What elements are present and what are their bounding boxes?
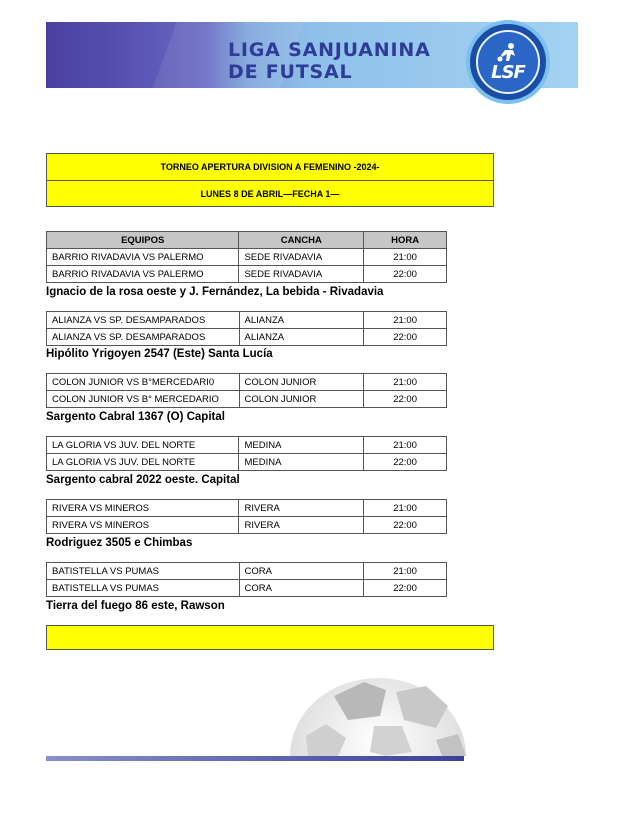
match-cell: LA GLORIA VS JUV. DEL NORTE — [47, 454, 239, 471]
match-cell: BATISTELLA VS PUMAS — [47, 563, 240, 580]
table-row — [47, 329, 447, 346]
table-row — [47, 374, 447, 391]
time-cell: 22:00 — [364, 266, 447, 283]
fixture-table-2 — [46, 311, 447, 346]
fixture-table-5 — [46, 499, 447, 534]
column-header-time: HORA — [364, 232, 447, 249]
time-cell: 21:00 — [364, 374, 447, 391]
table-row — [47, 391, 447, 408]
football-icon — [286, 676, 466, 756]
venue-cell: COLON JUNIOR — [239, 374, 364, 391]
league-title-line1: LIGA SANJUANINA — [228, 39, 431, 61]
time-cell: 22:00 — [364, 391, 447, 408]
time-cell: 21:00 — [364, 500, 447, 517]
match-cell: ALIANZA VS SP. DESAMPARADOS — [47, 329, 240, 346]
match-cell: RIVERA VS MINEROS — [47, 500, 239, 517]
table-row — [47, 563, 447, 580]
match-cell: ALIANZA VS SP. DESAMPARADOS — [47, 312, 240, 329]
logo-inner-circle — [476, 30, 540, 94]
match-cell: LA GLORIA VS JUV. DEL NORTE — [47, 437, 239, 454]
player-silhouette-icon — [495, 42, 521, 62]
fixture-table-1 — [46, 231, 447, 283]
time-cell: 21:00 — [364, 249, 447, 266]
match-date: LUNES 8 DE ABRIL—FECHA 1— — [47, 180, 493, 206]
fixture-table-3 — [46, 373, 447, 408]
fixture-table-6 — [46, 562, 447, 597]
time-cell: 22:00 — [364, 454, 447, 471]
venue-address: Ignacio de la rosa oeste y J. Fernández, La bebida - Rivadavia — [46, 286, 384, 298]
table-row — [47, 312, 447, 329]
tournament-title: TORNEO APERTURA DIVISION A FEMENINO -2024- — [47, 154, 493, 180]
match-cell: COLON JUNIOR VS B°MERCEDARI0 — [47, 374, 240, 391]
venue-cell: RIVERA — [239, 517, 364, 534]
time-cell: 21:00 — [364, 437, 447, 454]
time-cell: 22:00 — [364, 517, 447, 534]
venue-cell: SEDE RIVADAVIA — [239, 249, 364, 266]
time-cell: 21:00 — [364, 563, 447, 580]
venue-address: Hipólito Yrigoyen 2547 (Este) Santa Lucía — [46, 348, 273, 360]
fixture-table-4 — [46, 436, 447, 471]
match-cell: COLON JUNIOR VS B° MERCEDARIO — [47, 391, 240, 408]
table-row — [47, 500, 447, 517]
column-header-venue: CANCHA — [239, 232, 364, 249]
venue-cell: SEDE RIVADAVIA — [239, 266, 364, 283]
tournament-info-box — [46, 153, 494, 207]
table-row — [47, 437, 447, 454]
venue-cell: MEDINA — [239, 437, 364, 454]
column-header-teams: EQUIPOS — [47, 232, 239, 249]
table-row — [47, 266, 447, 283]
time-cell: 22:00 — [364, 580, 447, 597]
table-row — [47, 580, 447, 597]
venue-cell: ALIANZA — [239, 329, 364, 346]
time-cell: 22:00 — [364, 329, 447, 346]
match-cell: BARRIO RIVADAVIA VS PALERMO — [47, 249, 239, 266]
venue-cell: RIVERA — [239, 500, 364, 517]
venue-address: Sargento Cabral 1367 (O) Capital — [46, 411, 225, 423]
league-logo — [466, 20, 550, 104]
time-cell: 21:00 — [364, 312, 447, 329]
venue-cell: MEDINA — [239, 454, 364, 471]
venue-cell: CORA — [239, 563, 364, 580]
table-row — [47, 249, 447, 266]
match-cell: BARRIO RIVADAVIA VS PALERMO — [47, 266, 239, 283]
venue-cell: CORA — [239, 580, 364, 597]
bottom-highlight-bar — [46, 625, 494, 650]
match-cell: RIVERA VS MINEROS — [47, 517, 239, 534]
table-header-row — [47, 232, 447, 249]
match-cell: BATISTELLA VS PUMAS — [47, 580, 240, 597]
venue-cell: ALIANZA — [239, 312, 364, 329]
table-row — [47, 517, 447, 534]
venue-address: Tierra del fuego 86 este, Rawson — [46, 600, 225, 612]
venue-cell: COLON JUNIOR — [239, 391, 364, 408]
footer-line — [46, 756, 464, 761]
venue-address: Sargento cabral 2022 oeste. Capital — [46, 474, 240, 486]
venue-address: Rodriguez 3505 e Chimbas — [46, 537, 193, 549]
table-row — [47, 454, 447, 471]
league-title — [228, 39, 431, 83]
league-title-line2: DE FUTSAL — [228, 61, 353, 83]
logo-text: LSF — [491, 61, 525, 83]
